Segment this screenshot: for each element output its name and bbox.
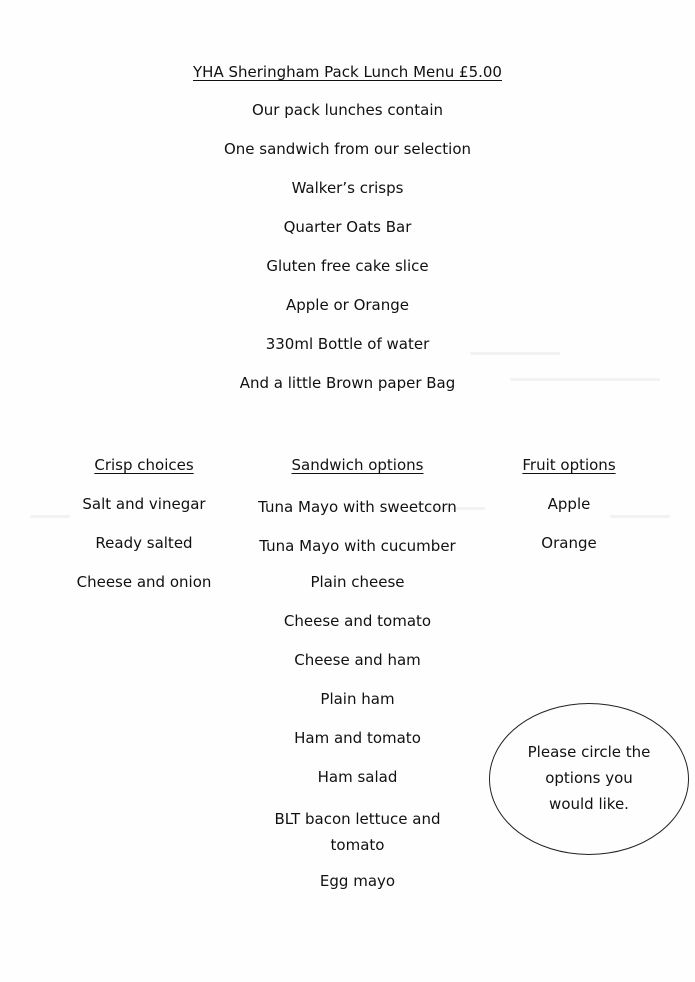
- sandwich-option[interactable]: Cheese and tomato: [283, 612, 432, 630]
- intro-line: And a little Brown paper Bag: [239, 374, 456, 392]
- intro-line: Apple or Orange: [285, 296, 409, 314]
- intro-line: Quarter Oats Bar: [283, 218, 412, 236]
- menu-title: YHA Sheringham Pack Lunch Menu £5.00: [193, 63, 502, 81]
- intro-line: Gluten free cake slice: [266, 257, 429, 275]
- sandwich-option[interactable]: Cheese and ham: [294, 651, 421, 669]
- crisp-option[interactable]: Salt and vinegar: [82, 495, 206, 513]
- crisp-option[interactable]: Ready salted: [95, 534, 193, 552]
- sandwich-option[interactable]: Plain ham: [320, 690, 395, 708]
- sandwich-options-heading: Sandwich options: [291, 456, 424, 474]
- fruit-option[interactable]: Apple: [547, 495, 591, 513]
- sandwich-option[interactable]: Ham and tomato: [294, 729, 421, 747]
- instruction-circle: [489, 703, 689, 855]
- sandwich-options-column: [255, 455, 460, 910]
- sandwich-option[interactable]: Tuna Mayo with cucumber: [259, 537, 456, 555]
- sandwich-option[interactable]: Tuna Mayo with sweetcorn: [258, 498, 457, 516]
- intro-line: Our pack lunches contain: [251, 101, 444, 119]
- intro-line: 330ml Bottle of water: [265, 335, 430, 353]
- fruit-options-heading: Fruit options: [522, 456, 616, 474]
- sandwich-option[interactable]: Plain cheese: [310, 573, 405, 591]
- crisp-choices-column: [54, 455, 234, 611]
- intro-line: Walker’s crisps: [291, 179, 404, 197]
- fruit-option[interactable]: Orange: [541, 534, 597, 552]
- crisp-option[interactable]: Cheese and onion: [76, 573, 212, 591]
- sandwich-option[interactable]: Egg mayo: [319, 872, 396, 890]
- intro-line: One sandwich from our selection: [223, 140, 472, 158]
- fruit-options-column: [484, 455, 654, 572]
- crisp-choices-heading: Crisp choices: [94, 456, 194, 474]
- instruction-text: Please circle the options you would like.: [527, 743, 651, 813]
- sandwich-option[interactable]: BLT bacon lettuce and tomato: [274, 810, 441, 854]
- sandwich-option[interactable]: Ham salad: [317, 768, 398, 786]
